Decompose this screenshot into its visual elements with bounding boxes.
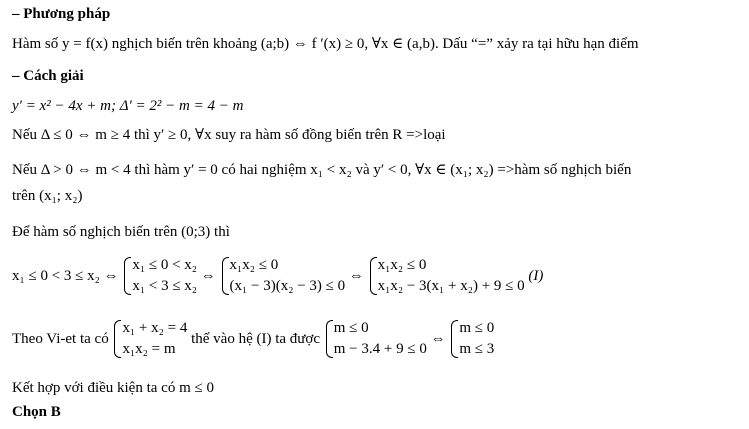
result-row-1: m ≤ 0 bbox=[459, 320, 495, 336]
case2-line2: trên (x₁; x₂) bbox=[12, 188, 83, 204]
case1-line: Nếu Δ ≤ 0 ⇔ m ≥ 4 thì y′ ≥ 0, ∀x suy ra hàm số đồng biến trên R =>loại bbox=[12, 127, 446, 143]
system-1-row-2: x₁ < 3 ≤ x₂ bbox=[132, 278, 198, 294]
vieta-line bbox=[12, 318, 494, 360]
system-3 bbox=[368, 255, 525, 297]
vieta-mid-text: thế vào hệ (I) ta được bbox=[191, 331, 321, 347]
substituted-system bbox=[324, 318, 427, 360]
vieta-lead: Theo Vi-et ta có bbox=[12, 331, 109, 347]
result-system bbox=[449, 318, 494, 360]
system-1-row-1: x₁ ≤ 0 < x₂ bbox=[132, 257, 198, 273]
derivative-line: y′ = x² − 4x + m; Δ′ = 2² − m = 4 − m bbox=[12, 98, 244, 114]
system-2 bbox=[220, 255, 346, 297]
equivalence-arrow: ⇔ bbox=[200, 268, 216, 284]
system-2-row-2: (x₁ − 3)(x₂ − 3) ≤ 0 bbox=[229, 278, 346, 294]
result-row-2: m ≤ 3 bbox=[459, 341, 495, 357]
vieta-row-1: x₁ + x₂ = 4 bbox=[122, 320, 188, 336]
substituted-row-1: m ≤ 0 bbox=[333, 320, 369, 336]
system-label: (I) bbox=[528, 268, 544, 284]
equivalence-arrow-2: ⇔ bbox=[348, 268, 364, 284]
solution-heading: – Cách giải bbox=[12, 68, 84, 84]
vieta-row-2: x₁x₂ = m bbox=[122, 341, 176, 357]
system-lead: x₁ ≤ 0 < 3 ≤ x₂ ⇔ bbox=[12, 268, 119, 284]
combine-line: Kết hợp với điều kiện ta có m ≤ 0 bbox=[12, 380, 214, 396]
method-text: Hàm số y = f(x) nghịch biến trên khoảng (a;b) ⇔ f ′(x) ≥ 0, ∀x ∈ (a,b). Dấu “=” xảy ra tại hữu hạn điểm bbox=[12, 36, 639, 52]
answer-line: Chọn B bbox=[12, 404, 61, 420]
method-heading: – Phương pháp bbox=[12, 6, 111, 22]
equivalence-arrow-3: ⇔ bbox=[430, 331, 446, 347]
substituted-row-2: m − 3.4 + 9 ≤ 0 bbox=[333, 341, 427, 357]
system-1 bbox=[122, 255, 197, 297]
condition-line: Để hàm số nghịch biến trên (0;3) thì bbox=[12, 224, 230, 240]
case2-line1: Nếu Δ > 0 ⇔ m < 4 thì hàm y′ = 0 có hai nghiệm x₁ < x₂ và y′ < 0, ∀x ∈ (x₁; x₂) =>hàm số nghịch biến bbox=[12, 162, 632, 178]
system-3-row-2: x₁x₂ − 3(x₁ + x₂) + 9 ≤ 0 bbox=[377, 278, 525, 294]
vieta-system bbox=[112, 318, 187, 360]
system-3-row-1: x₁x₂ ≤ 0 bbox=[377, 257, 427, 273]
system-2-row-1: x₁x₂ ≤ 0 bbox=[229, 257, 279, 273]
system-line bbox=[12, 255, 543, 297]
